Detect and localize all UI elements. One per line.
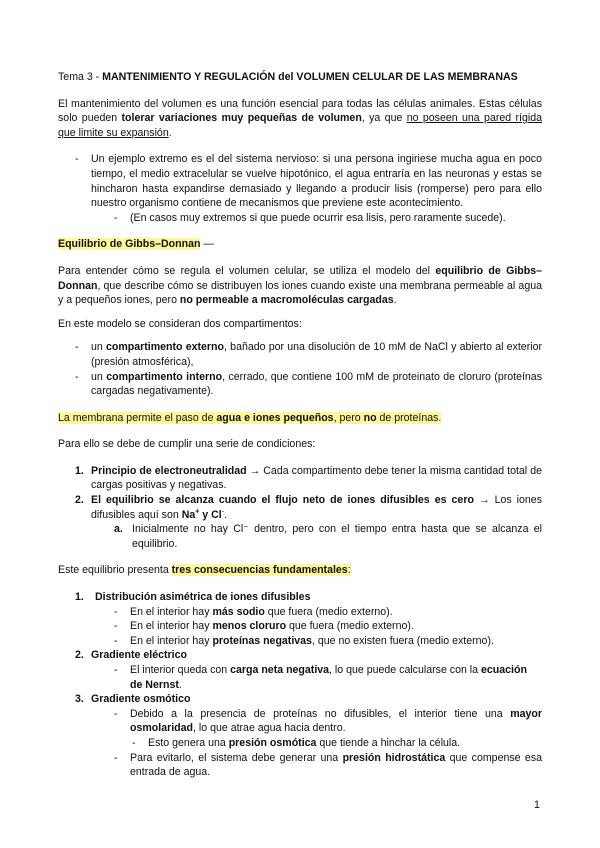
consequences-intro-colon: : bbox=[347, 564, 351, 577]
sub-bold: menos cloruro bbox=[212, 620, 287, 633]
sub-post: que compense esa entrada de agua. bbox=[130, 751, 542, 779]
example-sub-list bbox=[58, 211, 542, 226]
consequence-1-sub-item bbox=[58, 634, 542, 649]
ion-na-charge: + bbox=[195, 508, 200, 516]
condition-end: . bbox=[224, 508, 228, 521]
consequence-heading: Gradiente eléctrico bbox=[91, 649, 187, 662]
consequence-number: 3. bbox=[75, 693, 84, 706]
model-paragraph bbox=[58, 264, 542, 308]
intro-text-2: , ya que bbox=[361, 112, 407, 125]
membrane-highlight bbox=[58, 412, 441, 424]
condition-sub-number: a. bbox=[114, 523, 123, 536]
sub-post: , lo que atrae agua hacia dentro. bbox=[193, 722, 346, 735]
document-page bbox=[58, 70, 542, 780]
consequence-3-sub-item bbox=[58, 707, 542, 736]
membrane-bold-1: agua e iones pequeños bbox=[216, 411, 334, 424]
conditions-intro: Para ello se debe de cumplir una serie de condiciones: bbox=[58, 438, 316, 451]
compartments-intro: En este modelo se consideran dos compartimentos: bbox=[58, 317, 302, 330]
intro-text-3: . bbox=[168, 126, 172, 139]
compartment-bold: compartimento externo bbox=[106, 341, 225, 354]
membrane-paragraph bbox=[58, 411, 542, 426]
example-item bbox=[58, 152, 542, 210]
intro-underline-1: no poseen una pared rígida que limite su expansión bbox=[58, 112, 543, 139]
compartment-pre: un bbox=[91, 370, 107, 383]
sub-pre: Debido a la presencia de proteínas no difusibles, el interior tiene una bbox=[130, 707, 511, 720]
sub-bold: carga neta negativa bbox=[230, 664, 330, 676]
consequences-intro-text: Este equilibrio presenta bbox=[58, 564, 172, 577]
title-number: Tema 3 - bbox=[58, 71, 103, 83]
condition-sub-text: Inicialmente no hay Cl⁻ dentro, pero con el tiempo entra hasta que se alcanza el equilibrio. bbox=[132, 523, 542, 550]
sub-bold: presión hidrostática bbox=[342, 751, 446, 764]
consequence-2-sub-list bbox=[58, 663, 542, 692]
sub-post: que fuera (medio externo). bbox=[286, 620, 414, 633]
membrane-text-3: de proteínas. bbox=[376, 411, 442, 424]
consequence-item-2 bbox=[58, 648, 542, 663]
sub-bold-2: ecuación de Nernst bbox=[130, 664, 527, 691]
sub-post: , lo que puede calcularse con la bbox=[329, 664, 481, 676]
consequence-3-subsub-item bbox=[58, 736, 542, 751]
compartment-post: , cerrado, que contiene 100 mM de proteinato de cloruro (proteínas cargadas negativamente). bbox=[91, 370, 542, 398]
section-heading bbox=[58, 237, 542, 252]
model-text-2: , que describe cómo se distribuyen los iones cuando existe una membrana permeable al agua y a pequeños iones, pero bbox=[58, 279, 542, 307]
conditions-list bbox=[58, 464, 542, 522]
condition-sub-item-a bbox=[58, 522, 542, 551]
sub-pre: Esto genera una bbox=[148, 736, 229, 749]
sub-pre: En el interior hay bbox=[130, 620, 213, 633]
sub-post: que fuera (medio externo). bbox=[264, 605, 393, 618]
title-text: MANTENIMIENTO Y REGULACIÓN del VOLUMEN CELULAR DE LAS MEMBRANAS bbox=[102, 71, 518, 83]
consequence-3-sub-list-2 bbox=[58, 751, 542, 780]
compartment-pre: un bbox=[91, 341, 106, 354]
sub-pre: En el interior hay bbox=[130, 605, 213, 618]
condition-text: → Cada compartimento debe tener la misma cantidad total de cargas positivas y negativas. bbox=[91, 464, 542, 492]
condition-bold: El equilibrio se alcanza cuando el flujo neto de iones difusibles es cero bbox=[91, 494, 474, 507]
model-text-3: . bbox=[393, 294, 397, 307]
model-bold-2: no permeable a macromoléculas cargadas bbox=[179, 294, 394, 307]
consequences-intro bbox=[58, 563, 542, 578]
consequences-list-3 bbox=[58, 692, 542, 707]
page-number: 1 bbox=[534, 799, 540, 811]
section-heading-bold: Equilibrio de Gibbs–Donnan bbox=[58, 238, 201, 251]
consequence-1-sub-list bbox=[58, 605, 542, 649]
sub-pre: El interior queda con bbox=[130, 664, 231, 676]
consequence-number: 1. bbox=[75, 591, 84, 604]
section-heading-dash: — bbox=[200, 238, 214, 251]
condition-bold: Principio de electroneutralidad bbox=[91, 464, 247, 477]
consequence-3-sub-list bbox=[58, 707, 542, 736]
sub-bold: proteínas negativas bbox=[212, 634, 312, 647]
model-bold-1: equilibrio de Gibbs–Donnan bbox=[58, 264, 542, 292]
sub-bold: más sodio bbox=[212, 605, 265, 618]
sub-end: . bbox=[178, 678, 182, 691]
consequence-number: 2. bbox=[75, 649, 84, 662]
condition-item-1 bbox=[58, 464, 542, 493]
page-title bbox=[58, 70, 542, 85]
consequence-heading: Distribución asimétrica de iones difusibles bbox=[95, 591, 311, 604]
model-text-1: Para entender cómo se regula el volumen celular, se utiliza el modelo del bbox=[58, 264, 436, 277]
example-text: Un ejemplo extremo es el del sistema nervioso: si una persona ingiriese mucha agua en poco tiempo, el medio extracelular se vuelve hipotónico, el agua entraría en las neuronas y estas se hincharon hasta expandirse demasiado y llegando a producir lisis (romperse) pero para ello nuestro organismo contiene de mecanismos que previene este acontecimiento. bbox=[91, 153, 542, 210]
sub-bold: mayor osmolaridad bbox=[130, 707, 542, 735]
intro-bold-1: tolerar variaciones muy pequeñas de volumen bbox=[121, 112, 362, 125]
compartment-item-internal bbox=[58, 370, 542, 399]
consequence-item-1 bbox=[58, 590, 542, 605]
example-list bbox=[58, 152, 542, 210]
sub-post: que tiende a hinchar la célula. bbox=[316, 736, 461, 749]
compartment-bold: compartimento interno bbox=[106, 370, 223, 383]
sub-pre: Para evitarlo, el sistema debe generar una bbox=[130, 751, 343, 764]
sub-pre: En el interior hay bbox=[130, 634, 213, 647]
consequence-3-subsub-list bbox=[58, 736, 542, 751]
ion-na bbox=[181, 508, 225, 521]
consequence-1-sub-item bbox=[58, 605, 542, 620]
compartment-post: , bañado por una disolución de 10 mM de NaCl y abierto al exterior (presión atmosférica), bbox=[91, 341, 542, 368]
membrane-text-1: La membrana permite el paso de bbox=[58, 411, 217, 424]
consequences-list bbox=[58, 590, 542, 605]
consequence-heading: Gradiente osmótico bbox=[91, 693, 191, 706]
ion-cl-text: y Cl bbox=[199, 508, 222, 521]
intro-paragraph bbox=[58, 97, 542, 141]
membrane-text-2: , pero bbox=[333, 411, 364, 424]
sub-post: , que no existen fuera (medio externo). bbox=[311, 634, 494, 647]
consequence-item-3 bbox=[58, 692, 542, 707]
condition-number: 1. bbox=[75, 464, 84, 477]
condition-number: 2. bbox=[75, 494, 84, 507]
condition-item-2 bbox=[58, 493, 542, 522]
consequences-list-2 bbox=[58, 648, 542, 663]
consequences-intro-bold: tres consecuencias fundamentales bbox=[171, 564, 348, 577]
intro-text-1: El mantenimiento del volumen es una función esencial para todas las células animales. Estas células solo pueden bbox=[58, 97, 542, 125]
compartment-item-external bbox=[58, 340, 542, 369]
consequence-2-sub-item bbox=[58, 663, 542, 692]
condition-text: → Los iones difusibles aquí son bbox=[91, 494, 542, 521]
example-sub-item: - (En casos muy extremos si que puede ocurrir esa lisis, pero raramente sucede). bbox=[58, 211, 542, 226]
ion-na-text: Na bbox=[181, 508, 196, 521]
ion-cl-charge: - bbox=[221, 508, 225, 516]
compartments-list bbox=[58, 340, 542, 398]
consequence-1-sub-item bbox=[58, 619, 542, 634]
consequence-3-sub-item bbox=[58, 751, 542, 780]
membrane-bold-2: no bbox=[363, 411, 377, 424]
sub-bold: presión osmótica bbox=[228, 736, 317, 749]
